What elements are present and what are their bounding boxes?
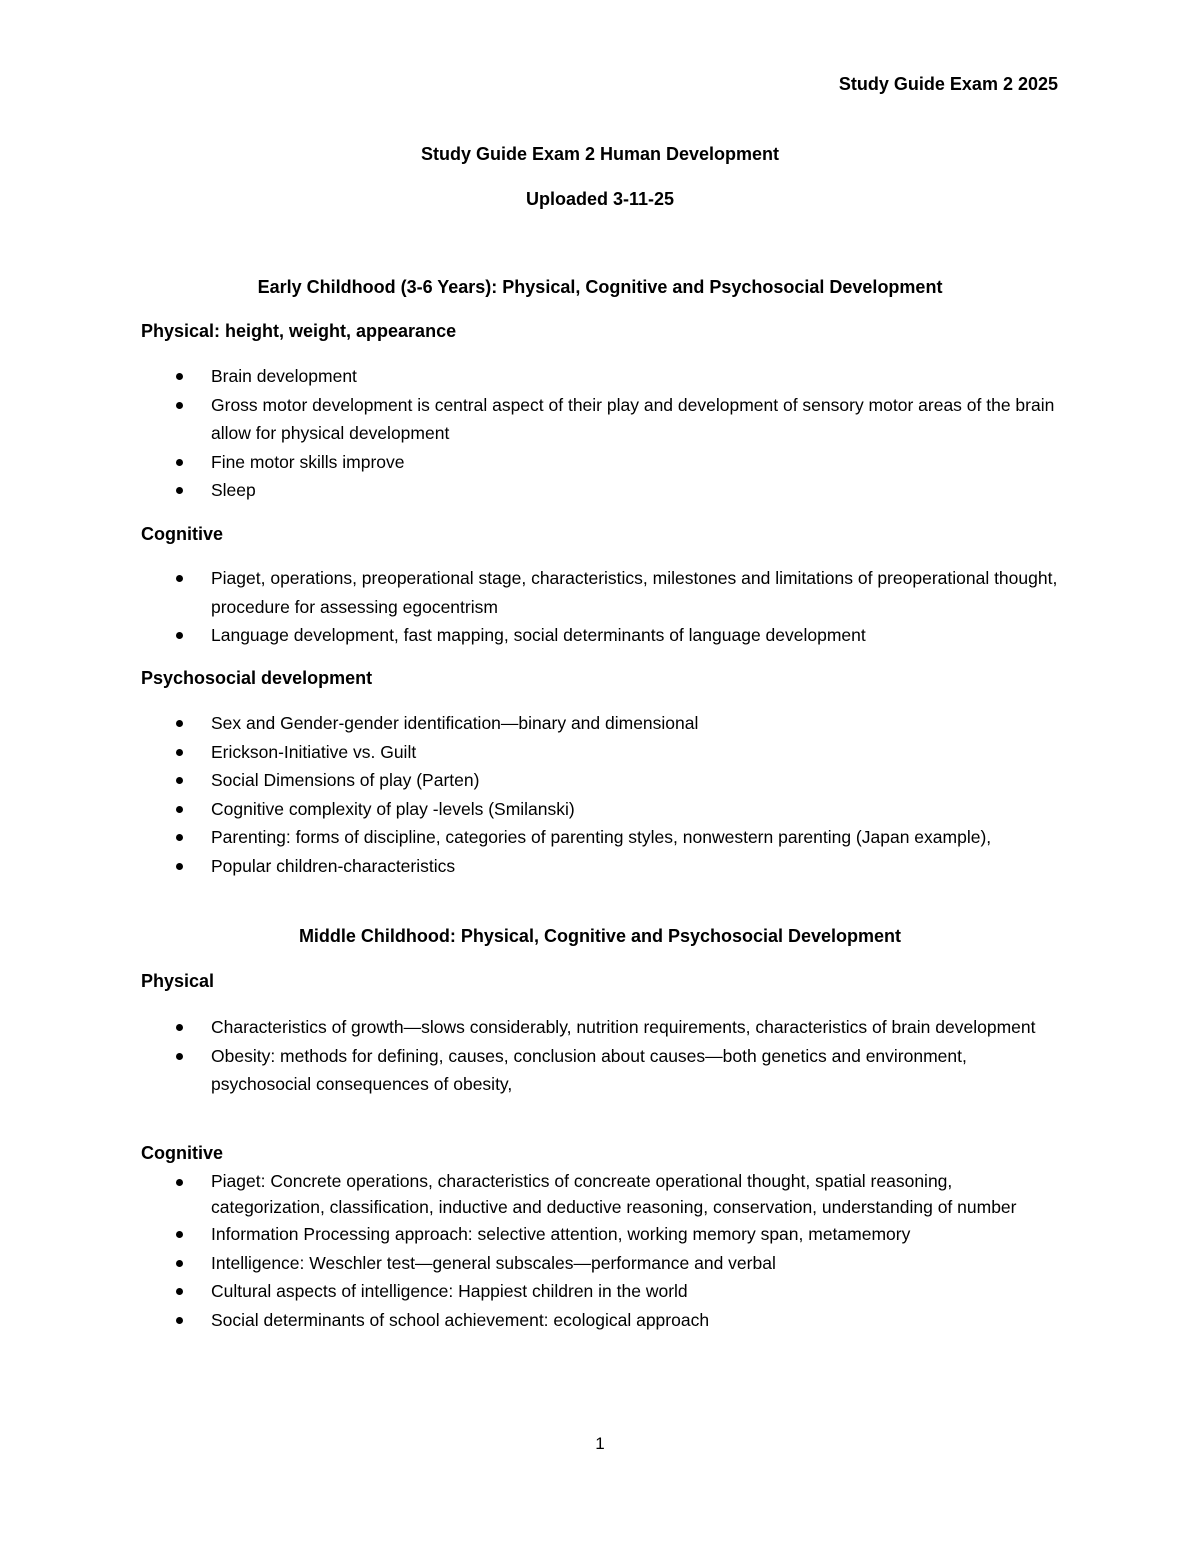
list-item: Sex and Gender-gender identification—binary and dimensional [0,709,1200,738]
subheading-middle-cognitive: Cognitive [141,1143,224,1163]
section-title-early-childhood: Early Childhood (3-6 Years): Physical, Cognitive and Psychosocial Development [257,277,943,297]
list-item: Gross motor development is central aspect of their play and development of sensory motor areas of the brain allow for physical development [0,391,1200,448]
list-item: Language development, fast mapping, social determinants of language development [0,621,1200,650]
list-item: Cultural aspects of intelligence: Happiest children in the world [0,1277,1200,1306]
list-item: Information Processing approach: selective attention, working memory span, metamemory [0,1220,1200,1249]
list-item: Social determinants of school achievement: ecological approach [0,1306,1200,1335]
list-item: Intelligence: Weschler test—general subscales—performance and verbal [0,1249,1200,1278]
list-item: Obesity: methods for defining, causes, conclusion about causes—both genetics and environment, psychosocial consequences of obesity, [0,1042,1200,1099]
list-item: Social Dimensions of play (Parten) [0,766,1200,795]
subheading-early-psychosocial: Psychosocial development [141,668,373,688]
bullet-list-early-physical [0,362,1200,505]
subheading-middle-physical: Physical [141,971,215,991]
subheading-early-physical: Physical: height, weight, appearance [141,321,457,341]
list-item: Parenting: forms of discipline, categories of parenting styles, nonwestern parenting (Japan example), [0,823,1200,852]
list-item: Cognitive complexity of play -levels (Smilanski) [0,795,1200,824]
list-item: Brain development [0,362,1200,391]
subheading-early-cognitive: Cognitive [141,524,224,544]
list-item: Popular children-characteristics [0,852,1200,881]
running-header: Study Guide Exam 2 2025 [838,74,1058,94]
page-number: 1 [595,1434,605,1453]
list-item: Erickson-Initiative vs. Guilt [0,738,1200,767]
bullet-list-early-psychosocial [0,709,1200,880]
section-title-middle-childhood: Middle Childhood: Physical, Cognitive and Psychosocial Development [298,926,902,946]
bullet-list-middle-cognitive [0,1168,1200,1334]
list-item: Characteristics of growth—slows considerably, nutrition requirements, characteristics of brain development [0,1013,1200,1042]
document-title: Study Guide Exam 2 Human Development [420,144,780,164]
list-item: Piaget, operations, preoperational stage, characteristics, milestones and limitations of preoperational thought, procedure for assessing egocentrism [0,564,1200,621]
bullet-list-early-cognitive [0,564,1200,650]
list-item: Fine motor skills improve [0,448,1200,477]
list-item: Sleep [0,476,1200,505]
document-subtitle: Uploaded 3-11-25 [525,189,675,209]
bullet-list-middle-physical [0,1013,1200,1099]
list-item: Piaget: Concrete operations, characteristics of concreate operational thought, spatial reasoning, categorization, classification, inductive and deductive reasoning, conservation, understanding of number [0,1168,1200,1220]
